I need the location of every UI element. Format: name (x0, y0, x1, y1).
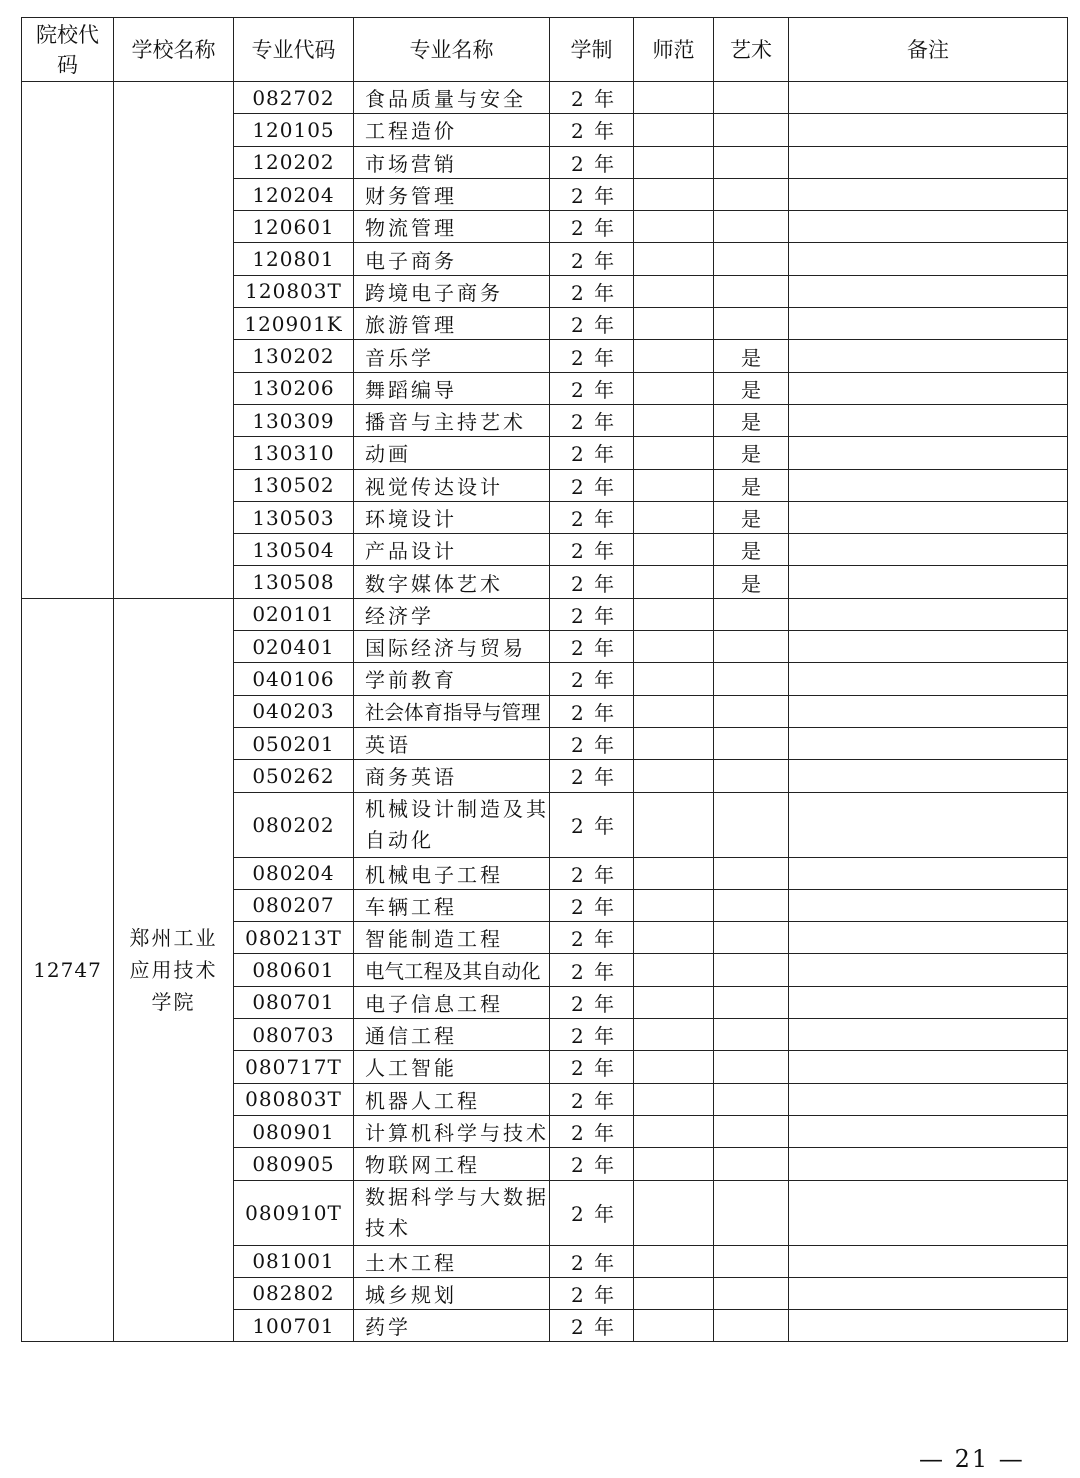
art-cell (714, 1083, 789, 1115)
duration-cell: 2 年 (550, 631, 634, 663)
duration-cell: 2 年 (550, 727, 634, 759)
duration-cell: 2 年 (550, 146, 634, 178)
major-code-cell: 100701 (234, 1310, 354, 1342)
normal-cell (634, 82, 714, 114)
duration-cell: 2 年 (550, 1310, 634, 1342)
duration-cell: 2 年 (550, 1019, 634, 1051)
duration-cell: 2 年 (550, 663, 634, 695)
duration-cell: 2 年 (550, 404, 634, 436)
normal-cell (634, 1245, 714, 1277)
header-school-name: 学校名称 (114, 18, 234, 82)
duration-cell: 2 年 (550, 1083, 634, 1115)
remarks-cell (789, 1310, 1068, 1342)
major-code-cell: 120801 (234, 243, 354, 275)
remarks-cell (789, 727, 1068, 759)
remarks-cell (789, 1019, 1068, 1051)
normal-cell (634, 404, 714, 436)
major-name-cell: 数据科学与大数据技术 (354, 1180, 550, 1245)
normal-cell (634, 437, 714, 469)
major-name-cell: 旅游管理 (354, 308, 550, 340)
major-code-cell: 080701 (234, 986, 354, 1018)
remarks-cell (789, 1277, 1068, 1309)
art-cell (714, 631, 789, 663)
remarks-cell (789, 501, 1068, 533)
duration-cell: 2 年 (550, 114, 634, 146)
table-body (22, 82, 1068, 1342)
major-code-cell: 040106 (234, 663, 354, 695)
major-name-cell: 城乡规划 (354, 1277, 550, 1309)
major-code-cell: 120803T (234, 275, 354, 307)
major-code-cell: 080910T (234, 1180, 354, 1245)
major-name-cell: 土木工程 (354, 1245, 550, 1277)
art-cell (714, 922, 789, 954)
normal-cell (634, 469, 714, 501)
art-cell (714, 243, 789, 275)
art-cell (714, 114, 789, 146)
duration-cell: 2 年 (550, 534, 634, 566)
major-code-cell: 040203 (234, 695, 354, 727)
duration-cell: 2 年 (550, 760, 634, 792)
remarks-cell (789, 1051, 1068, 1083)
duration-cell: 2 年 (550, 82, 634, 114)
major-code-cell: 050201 (234, 727, 354, 759)
major-name-cell: 跨境电子商务 (354, 275, 550, 307)
normal-cell (634, 986, 714, 1018)
normal-cell (634, 889, 714, 921)
art-cell (714, 211, 789, 243)
remarks-cell (789, 211, 1068, 243)
major-name-cell: 产品设计 (354, 534, 550, 566)
art-cell: 是 (714, 501, 789, 533)
normal-cell (634, 340, 714, 372)
major-name-cell: 经济学 (354, 598, 550, 630)
header-art: 艺术 (714, 18, 789, 82)
major-name-cell: 视觉传达设计 (354, 469, 550, 501)
major-name-cell: 市场营销 (354, 146, 550, 178)
remarks-cell (789, 1180, 1068, 1245)
art-cell (714, 82, 789, 114)
normal-cell (634, 1083, 714, 1115)
document-page (21, 17, 1068, 1473)
remarks-cell (789, 404, 1068, 436)
duration-cell: 2 年 (550, 372, 634, 404)
art-cell (714, 695, 789, 727)
remarks-cell (789, 598, 1068, 630)
remarks-cell (789, 469, 1068, 501)
art-cell (714, 857, 789, 889)
major-name-cell: 动画 (354, 437, 550, 469)
remarks-cell (789, 146, 1068, 178)
header-normal: 师范 (634, 18, 714, 82)
table-row (22, 598, 1068, 630)
art-cell: 是 (714, 340, 789, 372)
major-code-cell: 130508 (234, 566, 354, 598)
major-code-cell: 080204 (234, 857, 354, 889)
normal-cell (634, 631, 714, 663)
header-major-name: 专业名称 (354, 18, 550, 82)
major-name-cell: 学前教育 (354, 663, 550, 695)
major-name-cell: 电子商务 (354, 243, 550, 275)
school-name-cell: 郑州工业应用技术学院 (114, 598, 234, 1342)
school-code-cell (22, 82, 114, 599)
normal-cell (634, 534, 714, 566)
duration-cell: 2 年 (550, 1148, 634, 1180)
normal-cell (634, 857, 714, 889)
remarks-cell (789, 857, 1068, 889)
duration-cell: 2 年 (550, 437, 634, 469)
normal-cell (634, 598, 714, 630)
table-row (22, 82, 1068, 114)
remarks-cell (789, 114, 1068, 146)
art-cell (714, 1277, 789, 1309)
normal-cell (634, 760, 714, 792)
page-number: — 21 — (919, 1445, 1025, 1473)
art-cell (714, 1180, 789, 1245)
duration-cell: 2 年 (550, 178, 634, 210)
major-name-cell: 人工智能 (354, 1051, 550, 1083)
major-name-cell: 物联网工程 (354, 1148, 550, 1180)
major-code-cell: 120204 (234, 178, 354, 210)
art-cell (714, 1148, 789, 1180)
major-code-cell: 130502 (234, 469, 354, 501)
major-name-cell: 通信工程 (354, 1019, 550, 1051)
major-code-cell: 080207 (234, 889, 354, 921)
remarks-cell (789, 760, 1068, 792)
major-name-cell: 音乐学 (354, 340, 550, 372)
major-table (21, 17, 1068, 1342)
duration-cell: 2 年 (550, 308, 634, 340)
remarks-cell (789, 954, 1068, 986)
normal-cell (634, 211, 714, 243)
normal-cell (634, 1277, 714, 1309)
art-cell (714, 889, 789, 921)
major-code-cell: 130206 (234, 372, 354, 404)
normal-cell (634, 663, 714, 695)
major-code-cell: 080202 (234, 792, 354, 857)
major-name-cell: 智能制造工程 (354, 922, 550, 954)
normal-cell (634, 954, 714, 986)
major-name-cell: 电子信息工程 (354, 986, 550, 1018)
art-cell (714, 986, 789, 1018)
duration-cell: 2 年 (550, 1115, 634, 1147)
normal-cell (634, 1019, 714, 1051)
major-name-cell: 食品质量与安全 (354, 82, 550, 114)
duration-cell: 2 年 (550, 1245, 634, 1277)
art-cell (714, 760, 789, 792)
art-cell (714, 275, 789, 307)
major-name-cell: 电气工程及其自动化 (354, 954, 550, 986)
remarks-cell (789, 178, 1068, 210)
remarks-cell (789, 1245, 1068, 1277)
duration-cell: 2 年 (550, 954, 634, 986)
major-name-cell: 车辆工程 (354, 889, 550, 921)
duration-cell: 2 年 (550, 1277, 634, 1309)
major-name-cell: 财务管理 (354, 178, 550, 210)
remarks-cell (789, 340, 1068, 372)
remarks-cell (789, 566, 1068, 598)
duration-cell: 2 年 (550, 1051, 634, 1083)
major-code-cell: 130310 (234, 437, 354, 469)
major-name-cell: 社会体育指导与管理 (354, 695, 550, 727)
art-cell (714, 1115, 789, 1147)
art-cell: 是 (714, 372, 789, 404)
header-duration: 学制 (550, 18, 634, 82)
normal-cell (634, 1051, 714, 1083)
art-cell (714, 146, 789, 178)
duration-cell: 2 年 (550, 1180, 634, 1245)
major-name-cell: 国际经济与贸易 (354, 631, 550, 663)
remarks-cell (789, 437, 1068, 469)
major-name-cell: 工程造价 (354, 114, 550, 146)
remarks-cell (789, 986, 1068, 1018)
art-cell: 是 (714, 566, 789, 598)
major-code-cell: 080213T (234, 922, 354, 954)
major-name-cell: 物流管理 (354, 211, 550, 243)
normal-cell (634, 792, 714, 857)
normal-cell (634, 1115, 714, 1147)
major-code-cell: 130309 (234, 404, 354, 436)
remarks-cell (789, 792, 1068, 857)
remarks-cell (789, 1083, 1068, 1115)
major-code-cell: 082702 (234, 82, 354, 114)
remarks-cell (789, 663, 1068, 695)
normal-cell (634, 243, 714, 275)
header-major-code: 专业代码 (234, 18, 354, 82)
header-row (22, 18, 1068, 82)
major-code-cell: 080717T (234, 1051, 354, 1083)
major-name-cell: 机器人工程 (354, 1083, 550, 1115)
major-name-cell: 数字媒体艺术 (354, 566, 550, 598)
duration-cell: 2 年 (550, 889, 634, 921)
art-cell (714, 1019, 789, 1051)
normal-cell (634, 1310, 714, 1342)
art-cell (714, 598, 789, 630)
major-name-cell: 机械电子工程 (354, 857, 550, 889)
duration-cell: 2 年 (550, 857, 634, 889)
major-code-cell: 080901 (234, 1115, 354, 1147)
duration-cell: 2 年 (550, 340, 634, 372)
art-cell (714, 1310, 789, 1342)
major-name-cell: 药学 (354, 1310, 550, 1342)
remarks-cell (789, 922, 1068, 954)
major-code-cell: 081001 (234, 1245, 354, 1277)
major-code-cell: 080703 (234, 1019, 354, 1051)
normal-cell (634, 372, 714, 404)
major-code-cell: 130504 (234, 534, 354, 566)
remarks-cell (789, 275, 1068, 307)
normal-cell (634, 922, 714, 954)
art-cell: 是 (714, 469, 789, 501)
art-cell (714, 308, 789, 340)
major-code-cell: 082802 (234, 1277, 354, 1309)
major-code-cell: 020401 (234, 631, 354, 663)
duration-cell: 2 年 (550, 275, 634, 307)
art-cell (714, 663, 789, 695)
normal-cell (634, 114, 714, 146)
duration-cell: 2 年 (550, 501, 634, 533)
major-code-cell: 120601 (234, 211, 354, 243)
normal-cell (634, 178, 714, 210)
normal-cell (634, 1180, 714, 1245)
major-code-cell: 130503 (234, 501, 354, 533)
normal-cell (634, 727, 714, 759)
art-cell (714, 792, 789, 857)
remarks-cell (789, 631, 1068, 663)
duration-cell: 2 年 (550, 792, 634, 857)
normal-cell (634, 146, 714, 178)
remarks-cell (789, 372, 1068, 404)
major-code-cell: 120901K (234, 308, 354, 340)
major-code-cell: 080601 (234, 954, 354, 986)
normal-cell (634, 501, 714, 533)
remarks-cell (789, 1148, 1068, 1180)
remarks-cell (789, 534, 1068, 566)
major-code-cell: 120105 (234, 114, 354, 146)
normal-cell (634, 275, 714, 307)
art-cell: 是 (714, 534, 789, 566)
normal-cell (634, 1148, 714, 1180)
normal-cell (634, 308, 714, 340)
art-cell (714, 178, 789, 210)
major-name-cell: 舞蹈编导 (354, 372, 550, 404)
remarks-cell (789, 243, 1068, 275)
major-code-cell: 130202 (234, 340, 354, 372)
remarks-cell (789, 82, 1068, 114)
remarks-cell (789, 889, 1068, 921)
art-cell (714, 1245, 789, 1277)
major-name-cell: 商务英语 (354, 760, 550, 792)
major-name-cell: 播音与主持艺术 (354, 404, 550, 436)
art-cell (714, 727, 789, 759)
school-code-cell: 12747 (22, 598, 114, 1342)
header-remarks: 备注 (789, 18, 1068, 82)
major-name-cell: 机械设计制造及其自动化 (354, 792, 550, 857)
normal-cell (634, 566, 714, 598)
major-name-cell: 环境设计 (354, 501, 550, 533)
major-code-cell: 080803T (234, 1083, 354, 1115)
duration-cell: 2 年 (550, 566, 634, 598)
duration-cell: 2 年 (550, 922, 634, 954)
duration-cell: 2 年 (550, 211, 634, 243)
major-code-cell: 080905 (234, 1148, 354, 1180)
duration-cell: 2 年 (550, 243, 634, 275)
duration-cell: 2 年 (550, 695, 634, 727)
header-school-code: 院校代码 (22, 18, 114, 82)
duration-cell: 2 年 (550, 469, 634, 501)
major-code-cell: 020101 (234, 598, 354, 630)
duration-cell: 2 年 (550, 598, 634, 630)
duration-cell: 2 年 (550, 986, 634, 1018)
major-code-cell: 120202 (234, 146, 354, 178)
major-name-cell: 英语 (354, 727, 550, 759)
art-cell (714, 954, 789, 986)
school-name-cell (114, 82, 234, 599)
remarks-cell (789, 1115, 1068, 1147)
major-code-cell: 050262 (234, 760, 354, 792)
art-cell: 是 (714, 404, 789, 436)
remarks-cell (789, 695, 1068, 727)
art-cell: 是 (714, 437, 789, 469)
remarks-cell (789, 308, 1068, 340)
major-name-cell: 计算机科学与技术 (354, 1115, 550, 1147)
normal-cell (634, 695, 714, 727)
art-cell (714, 1051, 789, 1083)
